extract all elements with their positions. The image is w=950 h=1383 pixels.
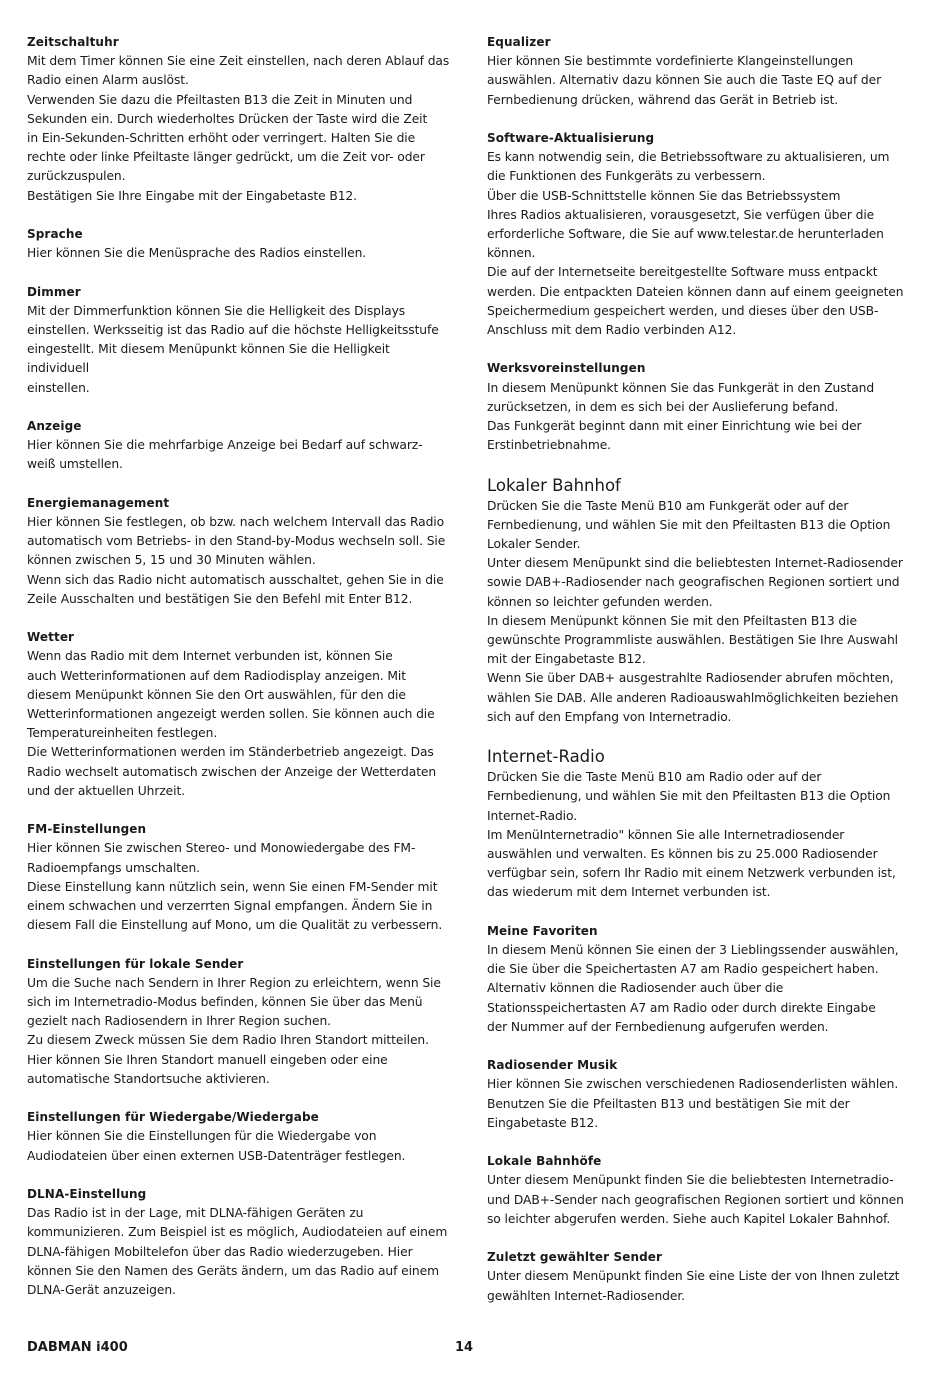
section: [27, 1185, 452, 1300]
section-text: Unter diesem Menüpunkt finden Sie eine Liste der von Ihnen zuletzt gewählten Internet-Radiosender.: [487, 1269, 900, 1303]
section: [487, 129, 912, 340]
section-text: Mit der Dimmerfunktion können Sie die Helligkeit des Displays einstellen. Werksseitig ist das Radio auf die höchste Helligkeitsstufe eingestellt. Mit diesem Menüpunkt können Sie die Helligkeit individuell einstellen.: [27, 303, 439, 395]
section: [27, 820, 452, 935]
section-text: Hier können Sie die Einstellungen für die Wiedergabe von Audiodateien über einen externen USB-Datenträger festlegen.: [27, 1129, 406, 1163]
section: [487, 359, 912, 455]
section-text: Um die Suche nach Sendern in Ihrer Region zu erleichtern, wenn Sie sich im Internetradio-Modus befinden, können Sie über das Menü gezielt nach Radiosendern in Ihrer Region suchen. Zu diesem Zweck müssen Sie dem Radio Ihren Standort mitteilen. Hier können Sie Ihren Standort manuell eingeben oder eine automatische Standortsuche aktivieren.: [27, 975, 441, 1086]
page-number: 14: [455, 1340, 474, 1355]
section: [487, 1248, 912, 1306]
section: [27, 283, 452, 398]
section-heading: Sprache: [27, 227, 83, 242]
section-text: Das Radio ist in der Lage, mit DLNA-fähigen Geräten zu kommunizieren. Zum Beispiel ist es möglich, Audiodateien auf einem DLNA-fähigen Mobiltelefon über das Radio wiederzugeben. Hier können Sie den Namen des Geräts ändern, um das Radio auf einem DLNA-Gerät anzuzeigen.: [27, 1206, 448, 1298]
section-text: Hier können Sie bestimmte vordefinierte Klangeinstellungen auswählen. Alternativ dazu können Sie auch die Taste EQ auf der Fernbedienung drücken, während das Gerät in Betrieb ist.: [487, 54, 882, 107]
section-heading: Equalizer: [487, 35, 551, 49]
section: [27, 628, 452, 801]
section-heading: Energiemanagement: [27, 495, 170, 510]
section-heading: Wetter: [27, 630, 75, 645]
chapter-heading: Lokaler Bahnhof: [487, 475, 621, 495]
section-text: Mit dem Timer können Sie eine Zeit einstellen, nach deren Ablauf das Radio einen Alarm auslöst. Verwenden Sie dazu die Pfeiltasten B13 die Zeit in Minuten und Sekunden ein. Durch wiederholtes Drücken der Taste wird die Zeit in Ein-Sekunden-Schritten erhöht oder verringert. Halten Sie die rechte oder linke Pfeiltaste länger gedrückt, um die Zeit vor- oder zurückzuspulen. Bestätigen Sie Ihre Eingabe mit der Eingabetaste B12.: [27, 54, 450, 203]
section-text: Wenn das Radio mit dem Internet verbunden ist, können Sie auch Wetterinformationen auf dem Radiodisplay anzeigen. Mit diesem Menüpunkt können Sie den Ort auswählen, für den die Wetterinformationen angezeigt werden sollen. Sie können auch die Temperatureinheiten festlegen. Die Wetterinformationen werden im Ständerbetrieb angezeigt. Das Radio wechselt automatisch zwischen der Anzeige der Wetterdaten und der aktuellen Uhrzeit.: [27, 649, 437, 798]
section: [487, 475, 912, 727]
section-heading: FM-Einstellungen: [27, 822, 147, 837]
section: [487, 1152, 912, 1229]
footer-product: DABMAN i400: [27, 1340, 128, 1355]
section-heading: Lokale Bahnhöfe: [487, 1154, 602, 1169]
section-text: Unter diesem Menüpunkt finden Sie die beliebtesten Internetradio- und DAB+-Sender nach geografischen Regionen sortiert und können so leichter abgerufen werden. Siehe auch Kapitel Lokaler Bahnhof.: [487, 1173, 904, 1226]
section-heading: Zeitschaltuhr: [27, 35, 119, 49]
section: [27, 417, 452, 475]
section-text: Hier können Sie die mehrfarbige Anzeige bei Bedarf auf schwarz- weiß umstellen.: [27, 438, 423, 472]
section-text: In diesem Menüpunkt können Sie das Funkgerät in den Zustand zurücksetzen, in dem es sich bei der Auslieferung befand. Das Funkgerät beginnt dann mit einer Einrichtung wie bei der Erstinbetriebnahme.: [487, 380, 875, 453]
section: [27, 1108, 452, 1166]
section-heading: Einstellungen für Wiedergabe/Wiedergabe: [27, 1110, 319, 1125]
section: [487, 1056, 912, 1133]
left-column: [27, 33, 452, 1319]
section-heading: Dimmer: [27, 284, 81, 299]
right-column: [487, 33, 912, 1325]
section-heading: Anzeige: [27, 419, 82, 434]
section-heading: Werksvoreinstellungen: [487, 361, 646, 376]
section-text: Drücken Sie die Taste Menü B10 am Funkgerät oder auf der Fernbedienung, und wählen Sie mit den Pfeiltasten B13 die Option Lokaler Sender. Unter diesem Menüpunkt sind die beliebtesten Internet-Radiosender sowie DAB+-Radiosender nach geografischen Regionen sortiert und können so leichter gefunden werden. In diesem Menüpunkt können Sie mit den Pfeiltasten B13 die gewünschte Programmliste auswählen. Bestätigen Sie Ihre Auswahl mit der Eingabetaste B12. Wenn Sie über DAB+ ausgestrahlte Radiosender abrufen möchten, wählen Sie DAB. Alle anderen Radioauswahlmöglichkeiten beziehen sich auf den Empfang von Internetradio.: [487, 498, 903, 724]
section-text: Hier können Sie zwischen Stereo- und Monowiedergabe des FM- Radioempfangs umschalten. Diese Einstellung kann nützlich sein, wenn Sie einen FM-Sender mit einem schwachen und verzerrten Signal empfangen. Ändern Sie in diesem Fall die Einstellung auf Mono, um die Qualität zu verbessern.: [27, 841, 443, 933]
section-text: In diesem Menü können Sie einen der 3 Lieblingssender auswählen, die Sie über die Speichertasten A7 am Radio gespeichert haben. Alternativ können die Radiosender auch über die Stationsspeichertasten A7 am Radio oder durch direkte Eingabe der Nummer auf der Fernbedienung aufgerufen werden.: [487, 943, 899, 1034]
section-text: Es kann notwendig sein, die Betriebssoftware zu aktualisieren, um die Funktionen des Funkgeräts zu verbessern. Über die USB-Schnittstelle können Sie das Betriebssystem Ihres Radios aktualisieren, vorausgesetzt, Sie verfügen über die erforderliche Software, die Sie auf www.telestar.de herunterladen können. Die auf der Internetseite bereitgestellte Software muss entpackt werden. Die entpackten Dateien können dann auf einem geeigneten Speichermedium gespeichert werden, und dieses über den USB- Anschluss mit dem Radio verbinden A12.: [487, 150, 904, 338]
section: [27, 225, 452, 263]
section: [27, 955, 452, 1089]
section: [27, 494, 452, 609]
section-heading: Meine Favoriten: [487, 923, 598, 938]
section: [27, 33, 452, 206]
section: [487, 922, 912, 1037]
section: [487, 33, 912, 110]
chapter-heading: Internet-Radio: [487, 747, 605, 767]
section-text: Drücken Sie die Taste Menü B10 am Radio oder auf der Fernbedienung, und wählen Sie mit den Pfeiltasten B13 die Option Internet-Radio. Im MenüInternetradio" können Sie alle Internetradiosender auswählen und verwalten. Es können bis zu 25.000 Radiosender verfügbar sein, sofern Ihr Radio mit einem Netzwerk verbunden ist, das wiederum mit dem Internet verbunden ist.: [487, 770, 896, 900]
section-heading: Einstellungen für lokale Sender: [27, 956, 244, 971]
section-heading: DLNA-Einstellung: [27, 1187, 147, 1202]
section-heading: Radiosender Musik: [487, 1058, 618, 1073]
section-heading: Software-Aktualisierung: [487, 131, 655, 145]
section-text: Hier können Sie festlegen, ob bzw. nach welchem Intervall das Radio automatisch vom Betriebs- in den Stand-by-Modus wechseln soll. Sie können zwischen 5, 15 und 30 Minuten wählen. Wenn sich das Radio nicht automatisch ausschaltet, gehen Sie in die Zeile Ausschalten und bestätigen Sie den Befehl mit Enter B12.: [27, 515, 446, 606]
section-heading: Zuletzt gewählter Sender: [487, 1250, 663, 1265]
section-text: Hier können Sie die Menüsprache des Radios einstellen.: [27, 246, 367, 261]
section-text: Hier können Sie zwischen verschiedenen Radiosenderlisten wählen. Benutzen Sie die Pfeiltasten B13 und bestätigen Sie mit der Eingabetaste B12.: [487, 1077, 899, 1130]
section: [487, 746, 912, 902]
